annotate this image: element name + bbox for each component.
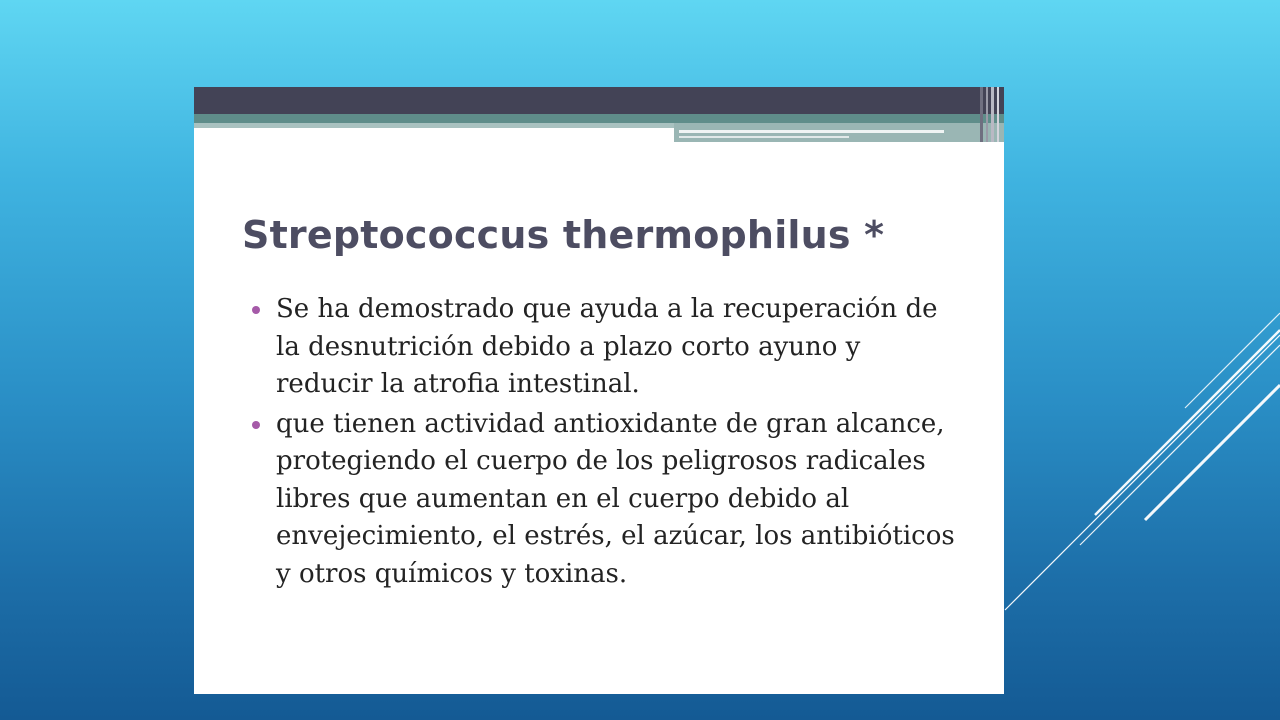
header-edge-stripe <box>991 87 994 142</box>
header-dark-bar <box>194 87 1004 114</box>
diagonal-line <box>1005 335 1280 610</box>
header-edge-stripe <box>986 87 988 142</box>
bullet-dot-icon <box>252 421 260 429</box>
header-white-strip <box>679 130 944 133</box>
header-light-bar <box>194 123 674 128</box>
diagonal-line <box>1080 345 1280 545</box>
bullet-list <box>250 291 960 595</box>
slide-title: Streptococcus thermophilus * <box>242 213 885 257</box>
bullet-item <box>250 406 960 594</box>
diagonal-line <box>1185 313 1280 408</box>
diagonal-line <box>1095 330 1280 515</box>
header-edge-stripe <box>997 87 999 142</box>
bullet-dot-icon <box>252 306 260 314</box>
slide-card <box>194 87 1004 694</box>
diagonal-line <box>1145 385 1280 520</box>
bullet-text: que tienen actividad antioxidante de gran alcance, protegiendo el cuerpo de los peligrosos radicales libres que aumentan en el cuerpo debido al envejecimiento, el estrés, el azúcar, los antibióticos y otros químicos y toxinas. <box>276 408 955 589</box>
bullet-item <box>250 291 960 404</box>
header-white-strip <box>679 136 849 138</box>
header-band <box>194 87 1004 147</box>
bullet-text: Se ha demostrado que ayuda a la recuperación de la desnutrición debido a plazo corto ayuno y reducir la atrofia intestinal. <box>276 294 938 399</box>
header-teal-bar <box>194 114 1004 123</box>
header-edge-stripe <box>980 87 983 142</box>
